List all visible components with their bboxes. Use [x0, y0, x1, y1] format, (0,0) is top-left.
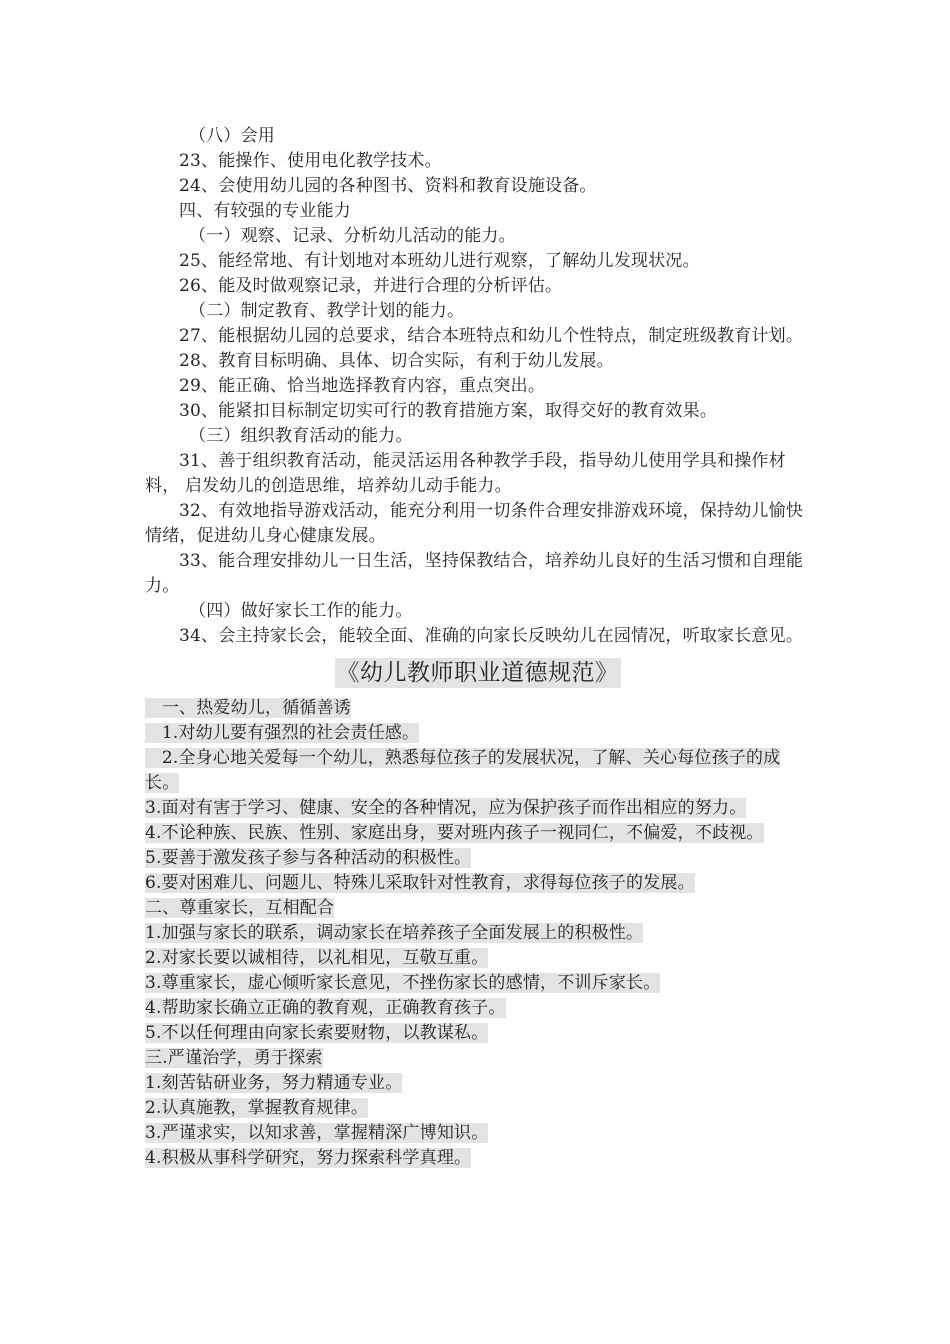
- paragraph-line: [145, 1071, 810, 1096]
- paragraph-line: [145, 696, 810, 721]
- highlighted-text: 4.帮助家长确立正确的教育观，正确教育孩子。: [145, 998, 506, 1018]
- document-title: 《幼儿教师职业道德规范》: [336, 660, 619, 686]
- paragraph-line: [145, 1121, 810, 1146]
- paragraph-line: [145, 796, 810, 821]
- highlighted-text: 三.严谨治学，勇于探索: [145, 1048, 323, 1068]
- paragraph-line: [145, 1021, 810, 1046]
- paragraph-line: 29、能正确、恰当地选择教育内容，重点突出。: [179, 376, 546, 396]
- paragraph-line: [145, 821, 810, 846]
- paragraph-line: 31、善于组织教育活动，能灵活运用各种教学手段，指导幼儿使用学具和操作材料， 启发幼儿的创造思维，培养幼儿动手能力。: [145, 451, 786, 496]
- ethics-section: [145, 696, 810, 1171]
- paragraph-line: [145, 946, 810, 971]
- highlighted-text: 4.不论种族、民族、性别、家庭出身，要对班内孩子一视同仁，不偏爱，不歧视。: [145, 823, 764, 843]
- highlighted-text: 5.要善于激发孩子参与各种活动的积极性。: [145, 848, 472, 868]
- paragraph-line: [145, 971, 810, 996]
- highlighted-text: 2.认真施教，掌握教育规律。: [145, 1098, 369, 1118]
- paragraph-line: [145, 721, 810, 746]
- highlighted-text: 3.严谨求实，以知求善，掌握精深广博知识。: [145, 1123, 489, 1143]
- paragraph-line: （一）观察、记录、分析幼儿活动的能力。: [189, 226, 516, 246]
- paragraph-line: [145, 846, 810, 871]
- highlighted-text: 1.加强与家长的联系，调动家长在培养孩子全面发展上的积极性。: [145, 923, 644, 943]
- paragraph-line: 30、能紧扣目标制定切实可行的教育措施方案，取得交好的教育效果。: [179, 401, 718, 421]
- paragraph-line: 四、有较强的专业能力: [179, 201, 351, 221]
- paragraph-line: 23、能操作、使用电化教学技术。: [179, 151, 442, 171]
- paragraph-line: 27、能根据幼儿园的总要求，结合本班特点和幼儿个性特点，制定班级教育计划。: [179, 326, 804, 346]
- paragraph-line: [145, 996, 810, 1021]
- paragraph-line: 25、能经常地、有计划地对本班幼儿进行观察，了解幼儿发现状况。: [179, 251, 700, 271]
- document-page: [145, 124, 810, 1171]
- highlighted-text: 1.对幼儿要有强烈的社会责任感。: [145, 723, 420, 743]
- paragraph-line: （三）组织教育活动的能力。: [189, 426, 413, 446]
- highlighted-text: 5.不以任何理由向家长索要财物，以教谋私。: [145, 1023, 489, 1043]
- highlighted-text: 一、热爱幼儿，循循善诱: [145, 698, 352, 718]
- highlighted-text: 二、尊重家长，互相配合: [145, 898, 335, 918]
- ability-section: [145, 124, 810, 649]
- paragraph-line: 33、能合理安排幼儿一日生活，坚持保教结合，培养幼儿良好的生活习惯和自理能 力。: [145, 551, 804, 596]
- highlighted-text: 3.尊重家长，虚心倾听家长意见，不挫伤家长的感情，不训斥家长。: [145, 973, 661, 993]
- paragraph-line: （二）制定教育、教学计划的能力。: [189, 301, 465, 321]
- highlighted-text: 2.对家长要以诚相待，以礼相见，互敬互重。: [145, 948, 489, 968]
- paragraph-line: 28、教育目标明确、具体、切合实际，有利于幼儿发展。: [179, 351, 614, 371]
- paragraph-line: [145, 896, 810, 921]
- paragraph-line: [145, 746, 810, 796]
- highlighted-text: 3.面对有害于学习、健康、安全的各种情况，应为保护孩子而作出相应的努力。: [145, 798, 747, 818]
- paragraph-line: [145, 1096, 810, 1121]
- paragraph-line: 32、有效地指导游戏活动，能充分利用一切条件合理安排游戏环境，保持幼儿愉快 情绪，促进幼儿身心健康发展。: [145, 501, 804, 546]
- highlighted-text: 6.要对困难儿、问题儿、特殊儿采取针对性教育，求得每位孩子的发展。: [145, 873, 695, 893]
- highlighted-text: 1.刻苦钻研业务，努力精通专业。: [145, 1073, 403, 1093]
- paragraph-line: 24、会使用幼儿园的各种图书、资料和教育设施设备。: [179, 176, 597, 196]
- paragraph-line: （八）会用: [189, 126, 275, 146]
- paragraph-line: （四）做好家长工作的能力。: [189, 601, 413, 621]
- highlighted-text: 4.积极从事科学研究，努力探索科学真理。: [145, 1148, 472, 1168]
- paragraph-line: [145, 871, 810, 896]
- paragraph-line: [145, 1146, 810, 1171]
- paragraph-line: 34、会主持家长会，能较全面、准确的向家长反映幼儿在园情况，听取家长意见。: [179, 626, 804, 646]
- title-wrap: [145, 658, 810, 688]
- paragraph-line: [145, 1046, 810, 1071]
- paragraph-line: [145, 921, 810, 946]
- highlighted-text: 2.全身心地关爱每一个幼儿，熟悉每位孩子的发展状况，了解、关心每位孩子的成长。: [145, 748, 781, 793]
- paragraph-line: 26、能及时做观察记录，并进行合理的分析评估。: [179, 276, 563, 296]
